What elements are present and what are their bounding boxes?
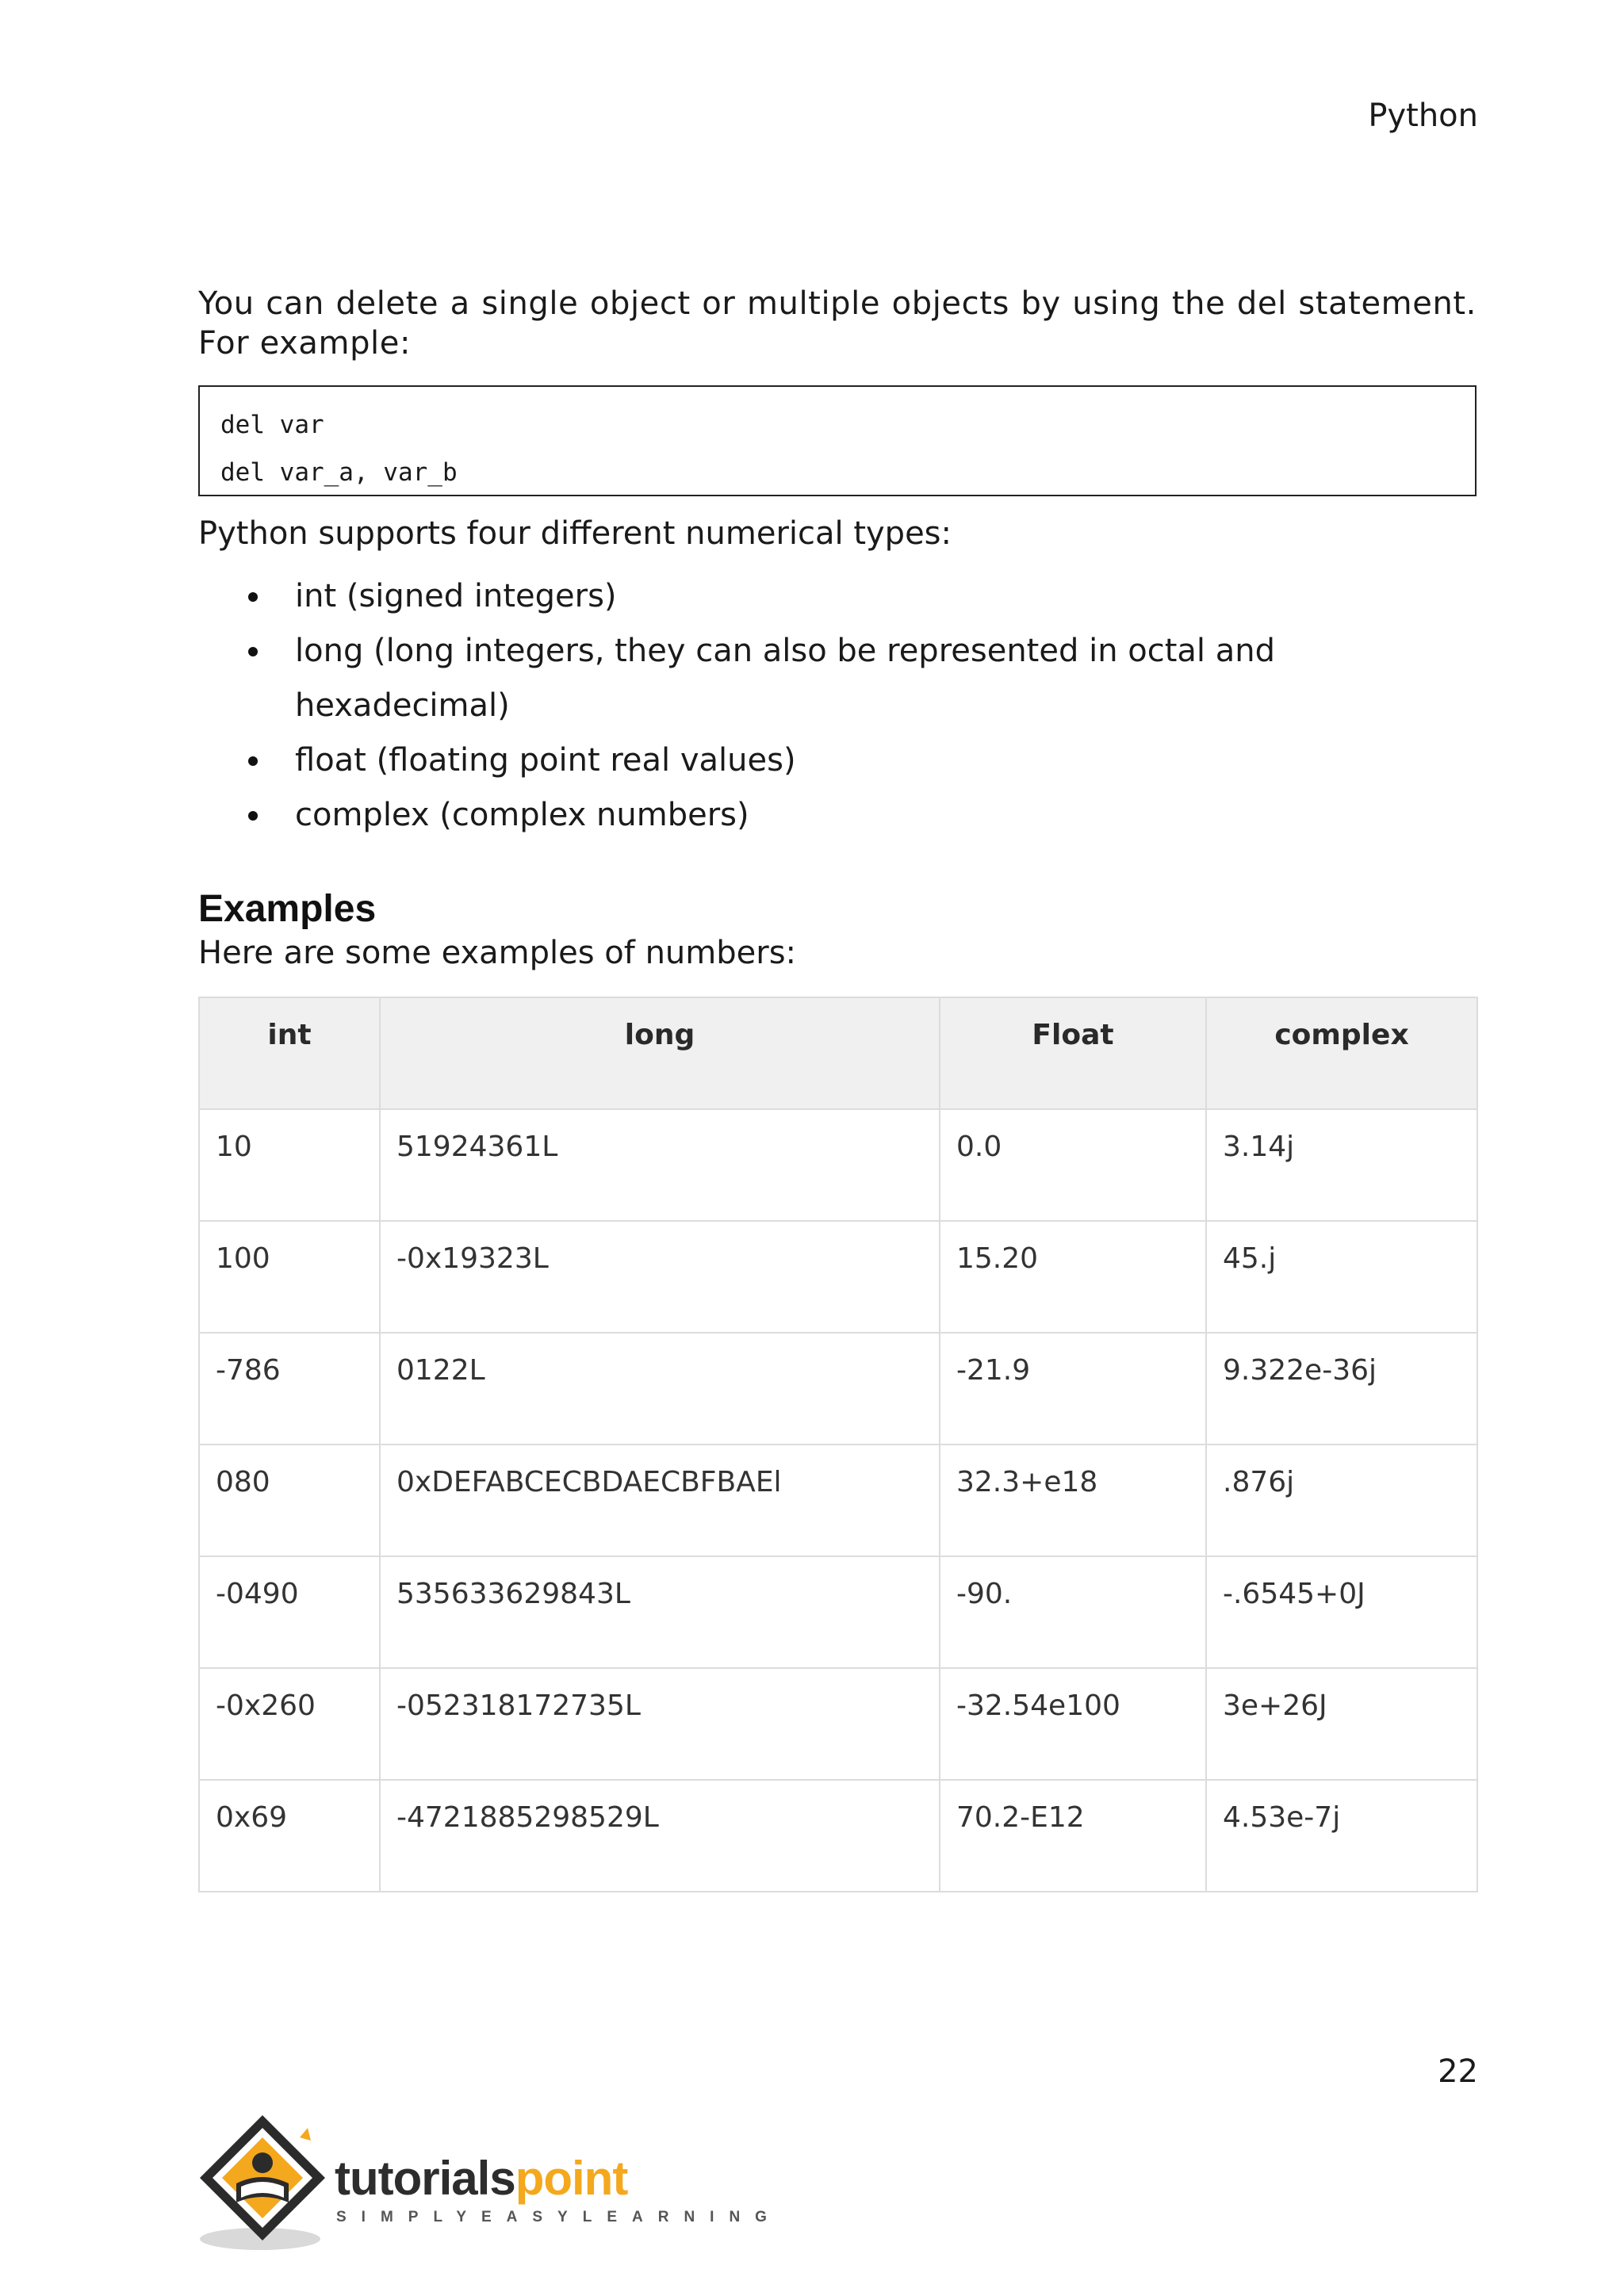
- table-row: [199, 1780, 1477, 1892]
- column-header: long: [380, 997, 940, 1109]
- bullet-icon: [248, 756, 258, 766]
- table-cell: -4721885298529L: [380, 1780, 940, 1892]
- code-line: del var: [220, 411, 324, 439]
- page-number: 22: [1438, 2053, 1478, 2090]
- logo-emblem-icon: [195, 2110, 346, 2256]
- list-item-text: long (long integers, they can also be represented in octal and hexadecimal): [295, 633, 1275, 724]
- table-cell: 10: [199, 1109, 380, 1221]
- table-row: [199, 1556, 1477, 1668]
- page-content: [198, 284, 1477, 1892]
- table-cell: 0x69: [199, 1780, 380, 1892]
- numbers-table: [198, 997, 1478, 1892]
- list-item-text: int (signed integers): [295, 578, 617, 614]
- section-lead: Here are some examples of numbers:: [198, 935, 797, 971]
- table-cell: -32.54e100: [940, 1668, 1206, 1780]
- intro-paragraph: You can delete a single object or multiple objects by using the del statement. For example:: [198, 285, 1477, 362]
- table-cell: 100: [199, 1221, 380, 1333]
- table-row: [199, 1333, 1477, 1445]
- bullet-icon: [248, 592, 258, 602]
- header-title: Python: [1368, 98, 1478, 134]
- bullet-icon: [248, 647, 258, 656]
- logo-word-accent: point: [515, 2152, 628, 2205]
- table-cell: 3e+26J: [1206, 1668, 1477, 1780]
- logo-wordmark: [335, 2153, 627, 2204]
- list-item: [198, 733, 1477, 788]
- list-item-text: complex (complex numbers): [295, 797, 749, 833]
- table-cell: -052318172735L: [380, 1668, 940, 1780]
- table-cell: -.6545+0J: [1206, 1556, 1477, 1668]
- list-item: [198, 788, 1477, 843]
- code-block: [198, 385, 1477, 496]
- table-cell: 0.0: [940, 1109, 1206, 1221]
- list-item-text: float (floating point real values): [295, 742, 796, 779]
- table-cell: 4.53e-7j: [1206, 1780, 1477, 1892]
- table-cell: 32.3+e18: [940, 1445, 1206, 1556]
- table-cell: 0122L: [380, 1333, 940, 1445]
- table-row: [199, 1221, 1477, 1333]
- column-header: Float: [940, 997, 1206, 1109]
- table-cell: 9.322e-36j: [1206, 1333, 1477, 1445]
- table-cell: -0x260: [199, 1668, 380, 1780]
- code-line: del var_a, var_b: [220, 458, 458, 487]
- table-cell: -0x19323L: [380, 1221, 940, 1333]
- table-cell: 45.j: [1206, 1221, 1477, 1333]
- table-cell: -21.9: [940, 1333, 1206, 1445]
- table-row: [199, 1445, 1477, 1556]
- list-item: [198, 569, 1477, 624]
- types-intro: Python supports four different numerical types:: [198, 515, 952, 552]
- table-cell: -0490: [199, 1556, 380, 1668]
- table-cell: 70.2-E12: [940, 1780, 1206, 1892]
- table-cell: 3.14j: [1206, 1109, 1477, 1221]
- tutorialspoint-logo: [195, 2110, 782, 2256]
- logo-word-primary: tutorials: [335, 2152, 515, 2205]
- table-header-row: [199, 997, 1477, 1109]
- bullet-icon: [248, 811, 258, 821]
- table-cell: .876j: [1206, 1445, 1477, 1556]
- table-cell: 51924361L: [380, 1109, 940, 1221]
- table-cell: -90.: [940, 1556, 1206, 1668]
- table-cell: 535633629843L: [380, 1556, 940, 1668]
- table-row: [199, 1109, 1477, 1221]
- table-cell: -786: [199, 1333, 380, 1445]
- table-cell: 080: [199, 1445, 380, 1556]
- column-header: complex: [1206, 997, 1477, 1109]
- types-list: [198, 569, 1477, 843]
- section-title: Examples: [198, 888, 377, 930]
- column-header: int: [199, 997, 380, 1109]
- logo-tagline: SIMPLYEASYLEARNING: [336, 2209, 782, 2225]
- list-item: [198, 624, 1477, 733]
- table-cell: 15.20: [940, 1221, 1206, 1333]
- table-row: [199, 1668, 1477, 1780]
- table-cell: 0xDEFABCECBDAECBFBAEl: [380, 1445, 940, 1556]
